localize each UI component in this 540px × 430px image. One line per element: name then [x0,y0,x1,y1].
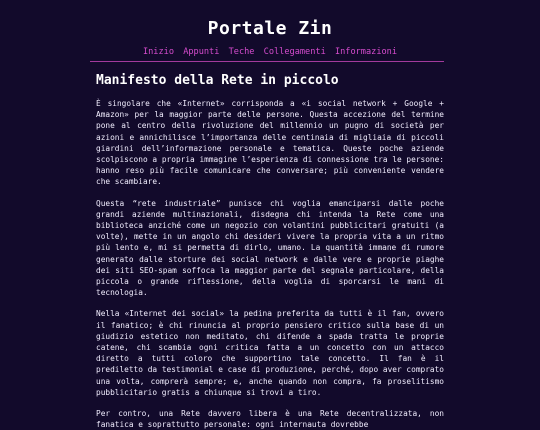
nav-link-inizio[interactable]: Inizio [142,47,174,57]
nav-divider [90,61,444,62]
nav-link-appunti[interactable]: Appunti [183,47,220,57]
article-title: Manifesto della Rete in piccolo [96,73,339,88]
article-paragraph-1: È singolare che «Internet» corrisponda a «i social network + Google + Amazon» per la maggior parte delle persone. Questa accezione del termine pone al centro della rivoluzione del millennio un pugno di società per azioni e annichilisce l’importanza delle centinaia di migliaia di piccoli giardini dell’informazione personale e tematica. Queste poche aziende scolpiscono a propria immagine l’esperienza di connessione tra le persone: hanno reso più facile comunicare che conversare; più conveniente vendere che scambiare. [96,99,444,187]
article-paragraph-4: Per contro, una Rete davvero libera è una Rete decentralizzata, non fanatica e soprattutto personale: ogni internauta dovrebbe [96,409,444,430]
main-nav [0,46,540,58]
article-paragraph-3: Nella «Internet dei social» la pedina preferita da tutti è il fan, ovvero il fanatico; è chi rinuncia al proprio pensiero critico sulla base di un giudizio estetico non meditato, chi difende a spada tratta le proprie catene, chi scambia ogni critica fatta a un concetto con un attacco diretto a tutti coloro che supportino tale concetto. Il fan è il prediletto da testimonial e case di produzione, perché, dopo aver comprato una volta, comprerà sempre; e, anche quando non compra, fa proselitismo pubblicitario gratis a chiunque si trovi a tiro. [96,309,444,397]
article-paragraph-2: Questa “rete industriale” punisce chi voglia emanciparsi dalle poche grandi aziende multinazionali, disdegna chi intenda la Rete come una biblioteca anziché come un negozio con volantini pubblicitari gratuiti (a volte), mette in un angolo chi desideri vivere la propria vita a un ritmo più lento e, mi si permetta di dirlo, umano. La quantità immane di rumore generato dalle storture dei social network e dalle vere e proprie piaghe dei siti SEO-spam soffoca la maggior parte del segnale particolare, della piccola o grande riflessione, della voglia di sporcarsi le mani di tecnologia. [96,198,444,298]
nav-link-informazioni[interactable]: Informazioni [334,47,398,57]
nav-link-collegamenti[interactable]: Collegamenti [263,47,326,57]
nav-link-teche[interactable]: Teche [228,47,255,57]
article [96,68,444,430]
site-title[interactable]: Portale Zin [207,18,333,39]
